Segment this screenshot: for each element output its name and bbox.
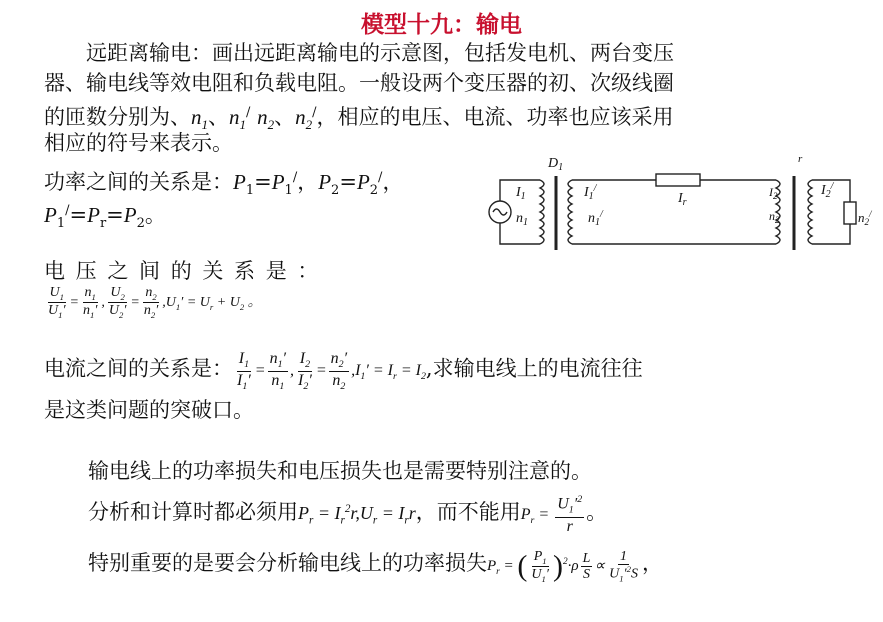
power-label: 功率之间的关系是： — [44, 170, 233, 194]
note-line-2-mid: ，而不能用 — [415, 500, 521, 524]
intro-line-1: 远距离输电：画出远距离输电的示意图，包括发电机、两台变压 — [86, 41, 674, 65]
load-resistor-icon — [844, 202, 856, 224]
current-label: 电流之间的关系是： — [44, 356, 233, 381]
intro-line-3-suffix: ，相应的电压、电流、功率也应该采用 — [316, 105, 674, 129]
power-relation-2: $P_1^/=P_r=P_2$。 — [44, 203, 166, 232]
transmission-circuit-diagram — [478, 150, 878, 260]
intro-line-3: 的匝数分别为、$n_1$、$n_1^/$ $n_2$、$n_2^/$，相应的电压、电流、功率也应该采用 — [44, 105, 674, 133]
note-line-3: 特别重要的是要会分析输电线上的功率损失$P_r$ = ( $\frac{P_1}{U_1'}$ )$^2$·ρ $\frac{L}{S}$ ∝ $\frac{1}{U_1'^2S}$ ， — [88, 548, 663, 584]
svg-text:I2: $I_2$ — [769, 185, 778, 201]
svg-text:n1: $n_1$ — [516, 211, 528, 228]
voltage-formula: $\frac{U_1}{U_1'}$ = $\frac{n_1}{n_1'}$ , $\frac{U_2}{U_2'}$ = $\frac{n_2}{n_2'}$ $,U_1' = U_r + U_2$ 。 — [48, 285, 262, 321]
intro-line-4: 相应的符号来表示。 — [44, 131, 233, 155]
svg-text:I1: $I_1$ — [516, 185, 526, 202]
svg-text:I1/: $I_1^/$ — [584, 183, 597, 202]
note-line-2: 分析和计算时都必须用$P_r = I_r^2r,U_r = I_rr$，而不能用$P_r$ = $\frac{U_1'^2}{r}$ 。 — [88, 494, 608, 535]
current-tail-1: 求输电线上的电流往往 — [432, 356, 643, 381]
note-line-3-prefix: 特别重要的是要会分析输电线上的功率损失 — [88, 551, 487, 575]
current-relation: 电流之间的关系是： $\frac{I_1}{I_1'}$ = $\frac{n_1'}{n_1}$ , $\frac{I_2}{I_2'}$ = $\frac{n_2'}{n_2}$ $,I_1' = I_r = I_2$,求输电线上的电流往往 — [44, 350, 643, 393]
line-resistor-icon — [656, 174, 700, 186]
current-tail-2: 是这类问题的突破口。 — [44, 398, 254, 422]
voltage-label: 电 压 之 间 的 关 系 是 ： — [44, 259, 321, 283]
r-label: r — [798, 153, 803, 165]
power-relation: 功率之间的关系是：$P_1=P_1^/$，$P_2=P_2^/$， — [44, 170, 404, 199]
intro-line-3-prefix: 的匝数分别为、 — [44, 105, 191, 129]
svg-text:n1/: $n_1^/$ — [588, 209, 603, 228]
svg-text:n2: $n_2$ — [769, 209, 780, 225]
ir-label: $I_r$ — [678, 191, 687, 208]
intro-line-2: 器、输电线等效电阻和负载电阻。一般设两个变压器的初、次级线圈 — [44, 71, 674, 95]
page-title: 模型十九：输电 — [361, 11, 522, 38]
svg-text:I2/: $I_2^/$ — [821, 181, 834, 200]
note-line-2-prefix: 分析和计算时都必须用 — [88, 500, 298, 524]
note-line-1: 输电线上的功率损失和电压损失也是需要特别注意的。 — [88, 459, 592, 483]
svg-text:n2/: $n_2^/$ — [858, 209, 872, 227]
d1-label: $D_1$ — [548, 156, 564, 173]
